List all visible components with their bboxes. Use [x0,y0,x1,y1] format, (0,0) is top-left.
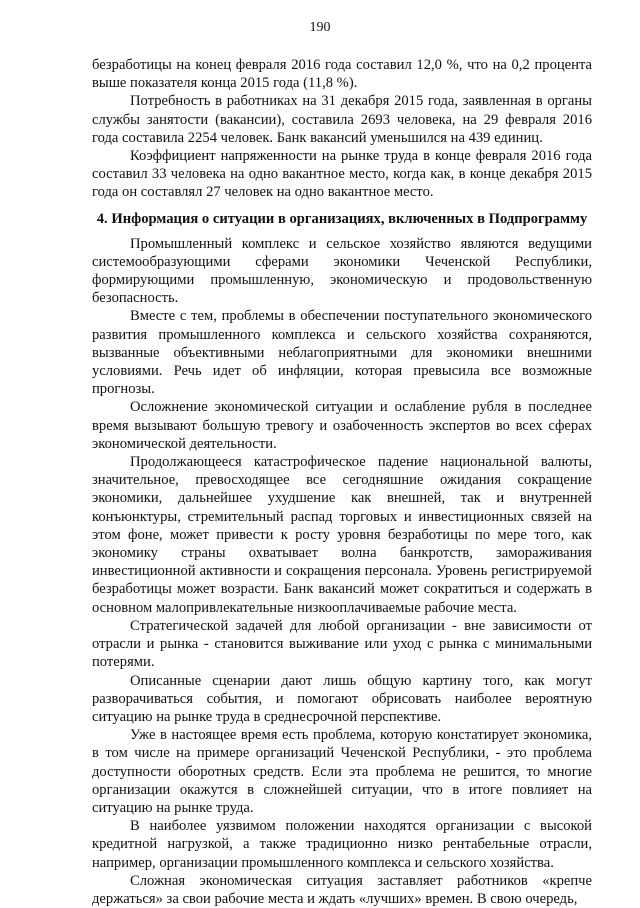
paragraph: Осложнение экономической ситуации и ослабление рубля в последнее время вызывают большую тревогу и озабоченность экспертов во всех сферах экономической деятельности. [92,399,592,452]
paragraph: В наиболее уязвимом положении находятся организации с высокой кредитной нагрузкой, а также традиционно низко рентабельные отрасли, например, организации промышленного комплекса и сельского хозяйства. [92,818,592,871]
paragraph: Коэффициент напряженности на рынке труда в конце февраля 2016 года составил 33 человека на одно вакантное место, когда как, в конце декабря 2015 года он составлял 27 человек на одно вакантное место. [92,148,592,201]
paragraph: Потребность в работниках на 31 декабря 2015 года, заявленная в органы службы занятости (вакансии), составила 2693 человека, на 29 февраля 2016 года составила 2254 человек. Банк вакансий уменьшился на 439 единиц. [92,93,592,146]
paragraph: безработицы на конец февраля 2016 года составил 12,0 %, что на 0,2 процента выше показателя конца 2015 года (11,8 %). [92,57,592,92]
paragraph: Промышленный комплекс и сельское хозяйство являются ведущими системообразующими сферами экономики Чеченской Республики, формирующими промышленную, экономическую и продовольственную безопасность. [92,235,592,307]
paragraph: Описанные сценарии дают лишь общую картину того, как могут разворачиваться события, и помогают обрисовать наиболее вероятную ситуацию на рынке труда в среднесрочной перспективе. [92,672,592,725]
page-body [92,56,592,908]
paragraph: Сложная экономическая ситуация заставляет работников «крепче держаться» за свои рабочие места и ждать «лучших» времен. В свою очередь, [92,872,592,907]
paragraph: Продолжающееся катастрофическое падение национальной валюты, значительное, превосходящее все сегодняшние ожидания сокращение экономики, дальнейшее ухудшение как внешней, так и внутренней конъюнктуры, стремительный распад торговых и инвестиционных связей на этом фоне, может привести к росту уровня безработицы по мере того, как экономику страны охватывает волна банкротств, замораживания инвестиционной активности и сокращения персонала. Уровень регистрируемой безработицы может возрасти. Банк вакансий может сократиться и содержать в основном малопривлекательные низкооплачиваемые рабочие места. [92,454,592,616]
paragraph: Вместе с тем, проблемы в обеспечении поступательного экономического развития промышленного комплекса и сельского хозяйства сохраняются, вызванные объективными неблагоприятными для экономики внешними условиями. Речь идет об инфляции, которая превысила все возможные прогнозы. [92,308,592,398]
page-number: 190 [309,20,331,35]
paragraph: Стратегической задачей для любой организации - вне зависимости от отрасли и рынка - становится выживание или уход с рынка с минимальными потерями. [92,617,592,671]
section-heading: 4. Информация о ситуации в организациях, включенных в Подпрограмму [96,210,588,227]
paragraph: Уже в настоящее время есть проблема, которую констатирует экономика, в том числе на примере организаций Чеченской Республики, - это проблема доступности оборотных средств. Если эта проблема не решится, то многие организации окажутся в сложнейшей ситуации, что в итоге повлияет на ситуацию на рынке труда. [92,727,592,816]
